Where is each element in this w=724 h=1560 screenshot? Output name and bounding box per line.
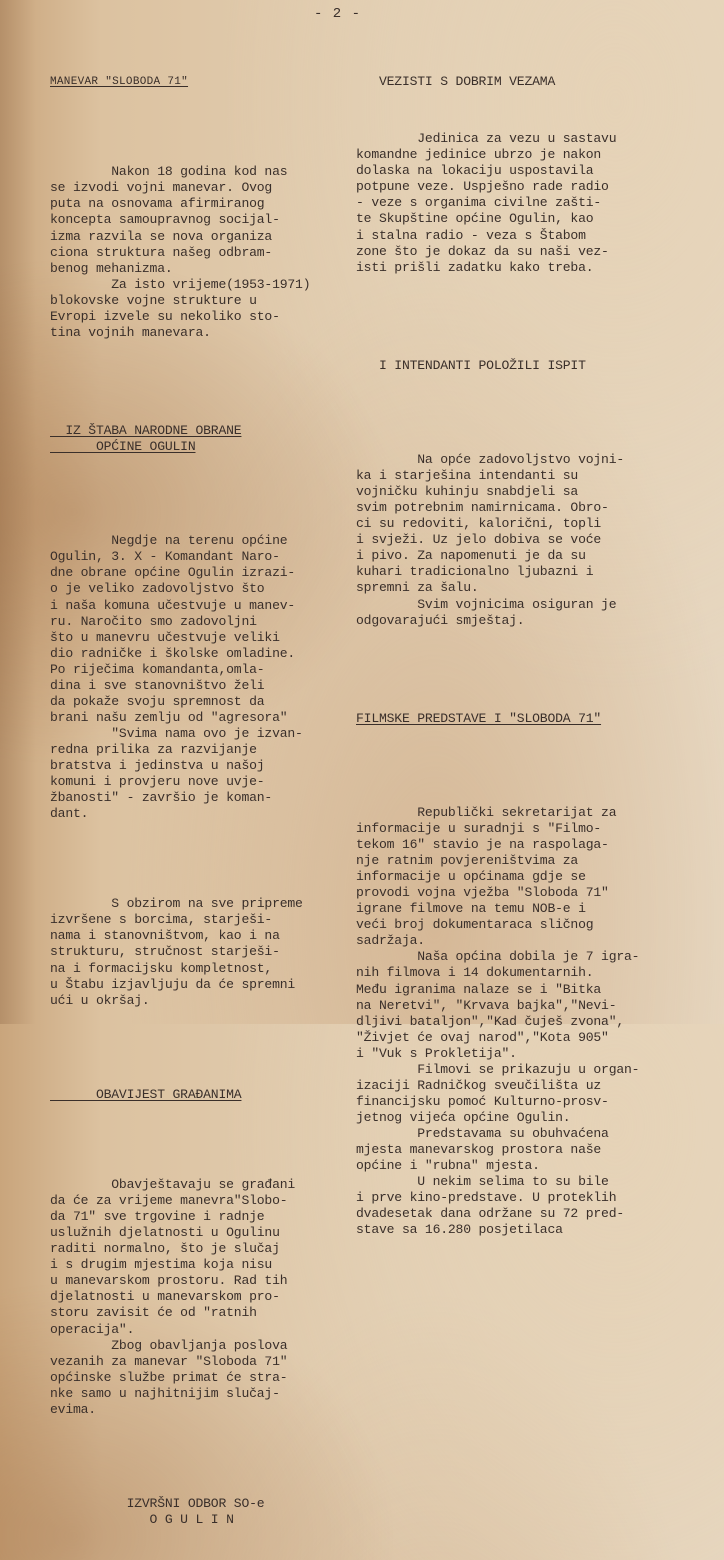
staba-heading: IZ ŠTABA NARODNE OBRANE OPĆINE OGULIN [65,423,242,455]
left-column [50,42,350,1560]
staba-article: Negdje na terenu općine Ogulin, 3. X - Komandant Naro- dne obrane općine Ogulin izrazi- o je veliko zadovoljstvo što i naša komuna učestvuje u manev- ru. Naročito smo zadovoljni što u manevru učestvuje veliki dio radničke i školske omladine. Po riječima komandanta,omla- dina i sve stanovništvo želi da pokaže svoju spremnost da brani našu zemlju od "agresora" "Svima nama ovo je izvan- redna prilika za razvijanje bratstva i jedinstva u našoj komuni i provjeru nove uvje- žbanosti" - završio je koman- dant. [50,533,303,822]
intendanti-article: Na opće zadovoljstvo vojni- ka i starješina intendanti su vojničku kuhinju snabdjeli sa svim potrebnim namirnicama. Obro- ci su redoviti, kalorični, topli i svježi. Uz jelo dobiva se voće i pivo. Za napomenuti je da su kuhari tradicionalno ljubazni i spremni za šalu. Svim vojnicima osiguran je odgovarajući smještaj. [356,452,625,628]
obavijest-heading: OBAVIJEST GRAĐANIMA [50,1086,242,1102]
manevar-heading: MANEVAR "SLOBODA 71" [50,76,189,89]
right-column [356,42,701,1270]
film-heading: FILMSKE PREDSTAVE I "SLOBODA 71" [356,710,602,726]
signature: IZVRŠNI ODBOR SO-e O G U L I N [126,1495,265,1528]
page-number: - 2 - [314,6,362,22]
intendanti-heading: I INTENDANTI POLOŽILI ISPIT [356,357,586,373]
vezisti-article: Jedinica za vezu u sastavu komandne jedinice ubrzo je nakon dolaska na lokaciju uspostavila potpune veze. Uspješno rade radio - veze s organima civilne zašti- te Skupštine općine Ogulin, kao i stalna radio - veza s Štabom zone što je dokaz da su naši vez- isti prišli zadatku kako treba. [356,131,617,275]
manevar-article: Nakon 18 godina kod nas se izvodi vojni manevar. Ovog puta na osnovama afirmiranog koncepta samoupravnog socijal- izma razvila se nova organiza cionа struktura našeg odbram- benog mehanizma. Za isto vrijeme(1953-1971) blokovske vojne strukture u Evropi izvele su nekoliko sto- tina vojnih manevara. [50,164,311,340]
page-fold-shadow [0,0,36,1024]
film-article: Republički sekretarijat za informacije u suradnji s "Filmo- tekom 16" stavio je na raspolaga- nje ratnim povjereništvima za informacije u općinama gdje se provodi vojna vježba "Sloboda 71" igrane filmove na temu NOB-e i veći broj dokumentaraca sličnog sadržaja. Naša općina dobila je 7 igra- nih filmova i 14 dokumentarnih. Među igranima nalaze se i "Bitka na Neretvi", "Krvava bajka","Nevi- dljivi bataljon","Kad čuješ zvona", "Živjet će ovaj narod","Kota 905" i "Vuk s Prokletija". Filmovi se prikazuju u organ- izaciji Radničkog sveučilišta uz financijsku pomoć Kulturno-prosv- jetnog vijeća općine Ogulin. Predstavama su obuhvaćena mjesta manevarskog prostora naše općine i "rubna" mjesta. U nekim selima to su bile i prve kino-predstave. U proteklih dvadesetak dana održane su 72 pred- stave sa 16.280 posjetilaca [356,805,640,1238]
staba-article-continued: S obzirom na sve pripreme izvršene s borcima, starješi- nama i stanovništvom, kao i na strukturu, stručnost starješi- na i formacijsku kompletnost, u Štabu izjavljuju da će spremni ući u okršaj. [50,896,303,1008]
vezisti-heading: VEZISTI S DOBRIM VEZAMA [356,74,556,90]
obavijest-article: Obavještavaju se građani da će za vrijeme manevra"Slobo- da 71" sve trgovine i radnje uslužnih djelatnosti u Ogulinu raditi normalno, što je slučaj i s drugim mjestima koja nisu u manevarskom prostoru. Rad tih djelatnosti u manevarskom pro- storu zavisit će od "ratnih operacija". Zbog obavljanja poslova vezanih za manevar "Sloboda 71" općinske službe primat će stra- nke samo u najhitnijim slučaj- evima. [50,1177,296,1417]
